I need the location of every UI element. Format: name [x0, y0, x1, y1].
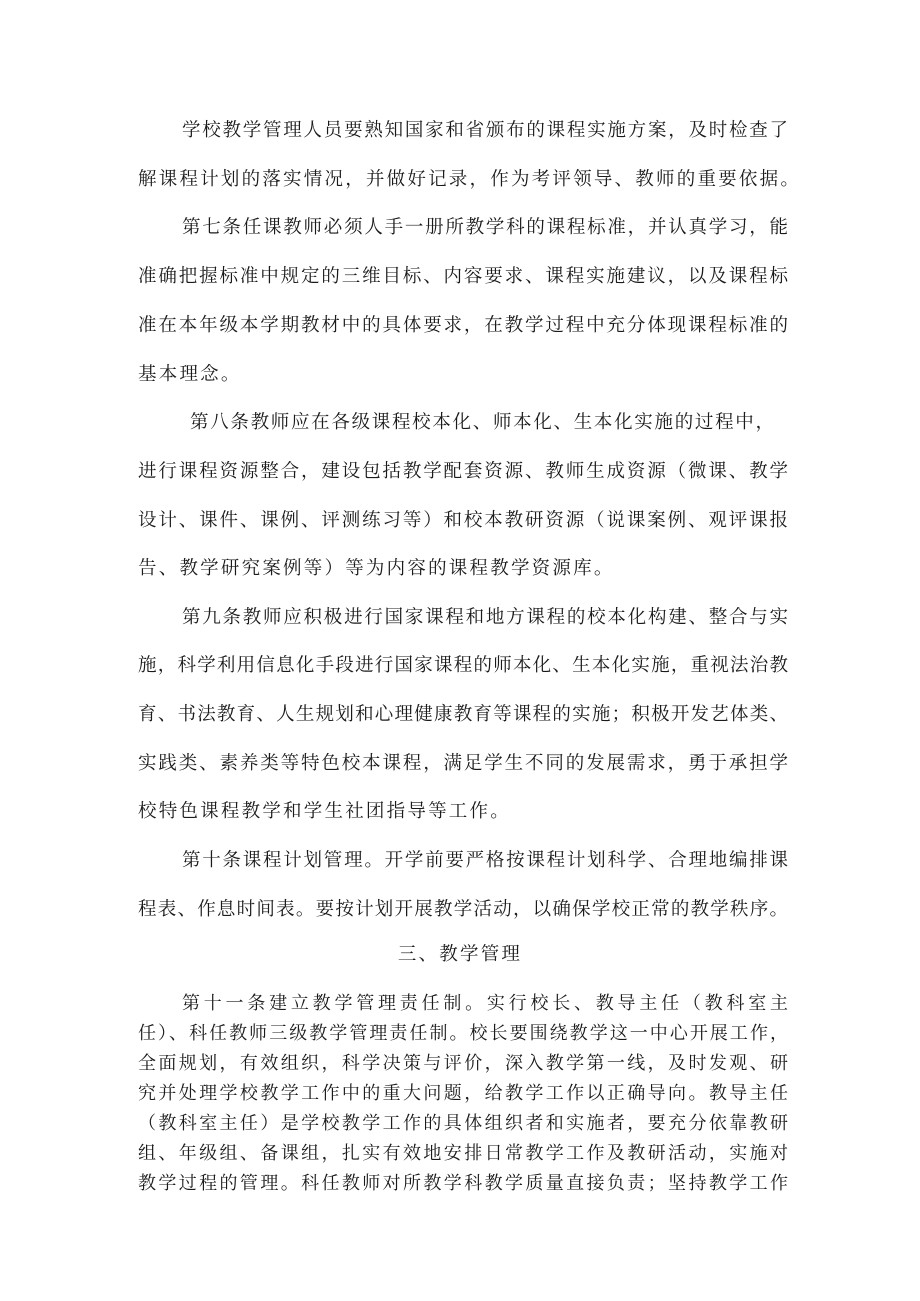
paragraph-3-line-1: 第八条教师应在各级课程校本化、师本化、生本化实施的过程中，: [190, 412, 774, 433]
paragraph-4-line-3: 育、书法教育、人生规划和心理健康教育等课程的实施；积极开发艺体类、: [138, 704, 788, 725]
paragraph-2-line-1: 第七条任课教师必须人手一册所教学科的课程标准，并认真学习，能: [182, 217, 788, 238]
paragraph-3-line-3: 设计、课件、课例、评测练习等）和校本教研资源（说课案例、观评课报: [138, 510, 788, 531]
paragraph-4-line-1: 第九条教师应积极进行国家课程和地方课程的校本化构建、整合与实: [182, 607, 788, 628]
paragraph-4-line-5: 校特色课程教学和学生社团指导等工作。: [138, 801, 511, 822]
paragraph-4-line-2: 施，科学利用信息化手段进行国家课程的师本化、生本化实施，重视法治教: [138, 655, 788, 676]
paragraph-6-line-6: 组、年级组、备课组，扎实有效地安排日常教学工作及教研活动，实施对: [138, 1143, 788, 1164]
paragraph-2-line-3: 准在本年级本学期教材中的具体要求，在教学过程中充分体现课程标准的: [138, 315, 788, 336]
paragraph-6-line-3: 全面规划，有效组织，科学决策与评价，深入教学第一线，及时发观、研: [138, 1053, 788, 1074]
paragraph-5-line-2: 程表、作息时间表。要按计划开展教学活动，以确保学校正常的教学秩序。: [138, 899, 788, 920]
paragraph-3-line-4: 告、教学研究案例等）等为内容的课程教学资源库。: [138, 558, 615, 579]
paragraph-5-line-1: 第十条课程计划管理。开学前要严格按课程计划科学、合理地编排课: [182, 850, 788, 871]
paragraph-2-line-2: 准确把握标准中规定的三维目标、内容要求、课程实施建议，以及课程标: [138, 266, 788, 287]
paragraph-3-line-2: 进行课程资源整合，建设包括教学配套资源、教师生成资源（微课、教学: [138, 461, 788, 482]
paragraph-6-line-2: 任）、科任教师三级教学管理责任制。校长要围绕教学这一中心开展工作，: [138, 1023, 788, 1044]
paragraph-6-line-1: 第十一条建立教学管理责任制。实行校长、教导主任（教科室主: [182, 993, 788, 1014]
section-heading: 三、教学管理: [397, 944, 523, 965]
paragraph-6-line-4: 究并处理学校教学工作中的重大问题，给教学工作以正确导向。教导主任: [138, 1083, 788, 1104]
paragraph-4-line-4: 实践类、素养类等特色校本课程，满足学生不同的发展需求，勇于承担学: [138, 753, 788, 774]
paragraph-1-line-2: 解课程计划的落实情况，并做好记录，作为考评领导、教师的重要依据。: [138, 169, 802, 190]
paragraph-6-line-7: 教学过程的管理。科任教师对所教学科教学质量直接负责；坚持教学工作: [138, 1173, 788, 1194]
paragraph-2-line-4: 基本理念。: [138, 364, 242, 385]
paragraph-6-line-5: （教科室主任）是学校教学工作的具体组织者和实施者，要充分依靠教研: [138, 1113, 788, 1134]
paragraph-1-line-1: 学校教学管理人员要熟知国家和省颁布的课程实施方案，及时检查了: [182, 120, 788, 141]
